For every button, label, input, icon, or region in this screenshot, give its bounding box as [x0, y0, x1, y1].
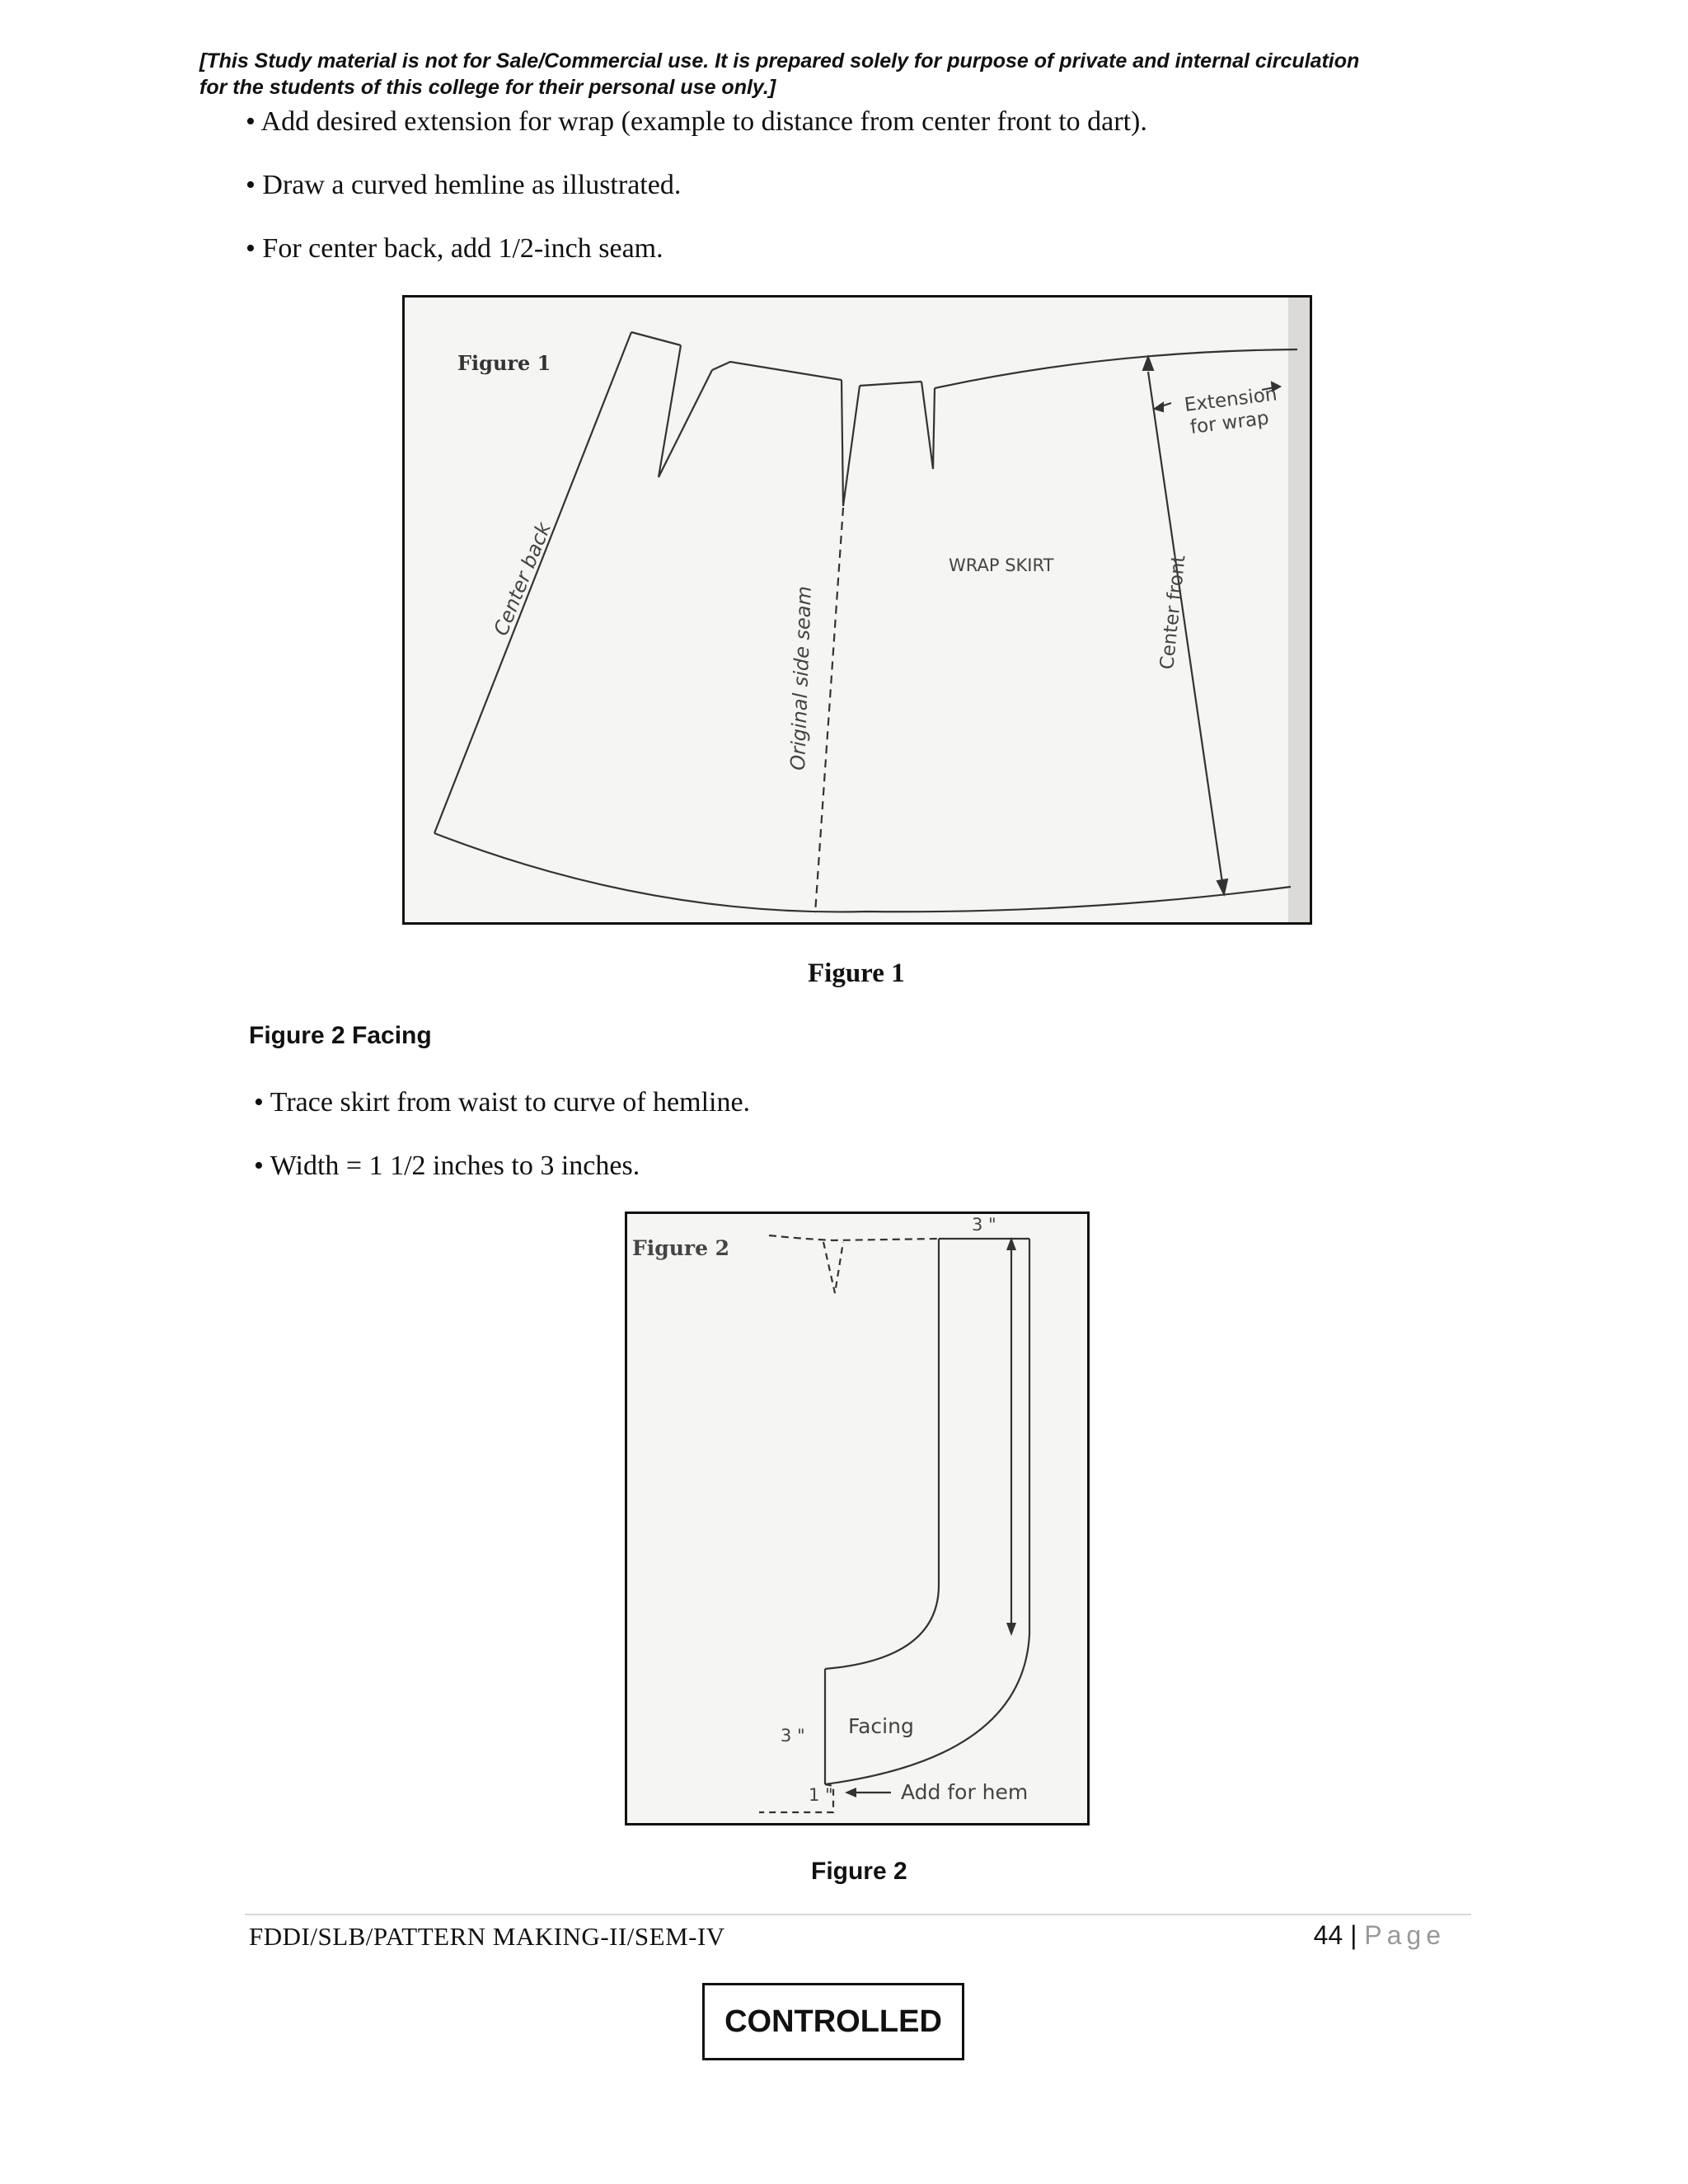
- controlled-stamp-label: CONTROLLED: [724, 2004, 942, 2039]
- side-measure-label: 3 ": [781, 1726, 805, 1746]
- page-number: 44: [1313, 1920, 1343, 1950]
- page-separator: |: [1350, 1920, 1357, 1950]
- center-front-line: [1148, 372, 1222, 883]
- figure-2-caption: Figure 2: [811, 1858, 907, 1885]
- bullet-width: • Width = 1 1/2 inches to 3 inches.: [254, 1151, 640, 1181]
- waist-line-front: [935, 349, 1297, 388]
- footer-page-number: [1314, 1920, 1446, 1951]
- waist-line-back: [631, 332, 681, 345]
- footer-divider: [245, 1914, 1471, 1915]
- hem-measure-label: 1 ": [809, 1785, 833, 1805]
- side-seam-label: Original side seam: [786, 585, 816, 771]
- side-seam-line: [815, 508, 843, 913]
- center-front-label: Center front: [1156, 554, 1190, 671]
- dart-trace-dashed: [823, 1242, 843, 1293]
- center-back-label: Center back: [489, 518, 556, 640]
- extension-label-line-2: for wrap: [1189, 407, 1270, 438]
- disclaimer-line-1: [This Study material is not for Sale/Commercial use. It is prepared solely for purpose of private and internal circulation: [199, 49, 1360, 73]
- figure-1-inner-label: Figure 1: [457, 351, 551, 375]
- disclaimer-line-2: for the students of this college for their personal use only.]: [199, 76, 776, 99]
- add-for-hem-label: Add for hem: [901, 1780, 1029, 1804]
- bullet-trace-skirt: • Trace skirt from waist to curve of hemline.: [254, 1087, 751, 1118]
- back-dart: [659, 345, 712, 477]
- waist-trace-dashed: [769, 1235, 939, 1240]
- extension-label-line-1: Extension: [1183, 383, 1278, 416]
- facing-outer-edge: [825, 1239, 1029, 1784]
- front-dart: [921, 382, 935, 469]
- section-heading-facing: Figure 2 Facing: [249, 1022, 432, 1049]
- disclaimer: [199, 48, 1518, 101]
- wrap-skirt-label: WRAP SKIRT: [949, 555, 1054, 575]
- hemline: [434, 833, 1291, 912]
- waist-line-middle: [712, 362, 842, 380]
- add-for-hem-arrow-head: [845, 1788, 856, 1797]
- center-front-arrow-bottom: [1217, 879, 1227, 894]
- bullet-curved-hemline: • Draw a curved hemline as illustrated.: [246, 170, 682, 200]
- figure-1-drawing: [405, 298, 1310, 922]
- page-gutter-shadow: [1288, 298, 1310, 922]
- facing-label: Facing: [848, 1714, 914, 1738]
- figure-1-caption: Figure 1: [808, 958, 905, 988]
- extension-arrow-left-head: [1155, 403, 1163, 411]
- controlled-stamp: [702, 1983, 964, 2060]
- figure-1-frame: [402, 295, 1312, 925]
- length-arrow-bottom: [1006, 1623, 1016, 1636]
- side-dart-left: [842, 380, 860, 506]
- figure-2-inner-label: Figure 2: [632, 1236, 730, 1260]
- bullet-center-back-seam: • For center back, add 1/2-inch seam.: [246, 233, 663, 264]
- waist-line-center: [860, 382, 921, 386]
- bullet-add-extension: • Add desired extension for wrap (example to distance from center front to dart).: [246, 106, 1147, 137]
- figure-2-drawing: [627, 1214, 1087, 1823]
- facing-inner-edge: [825, 1239, 939, 1669]
- figure-2-frame: [625, 1212, 1090, 1825]
- page-word: Page: [1364, 1920, 1446, 1950]
- footer-course-code: FDDI/SLB/PATTERN MAKING-II/SEM-IV: [249, 1922, 725, 1951]
- top-measure-label: 3 ": [972, 1215, 996, 1235]
- center-front-arrow-top: [1143, 357, 1153, 370]
